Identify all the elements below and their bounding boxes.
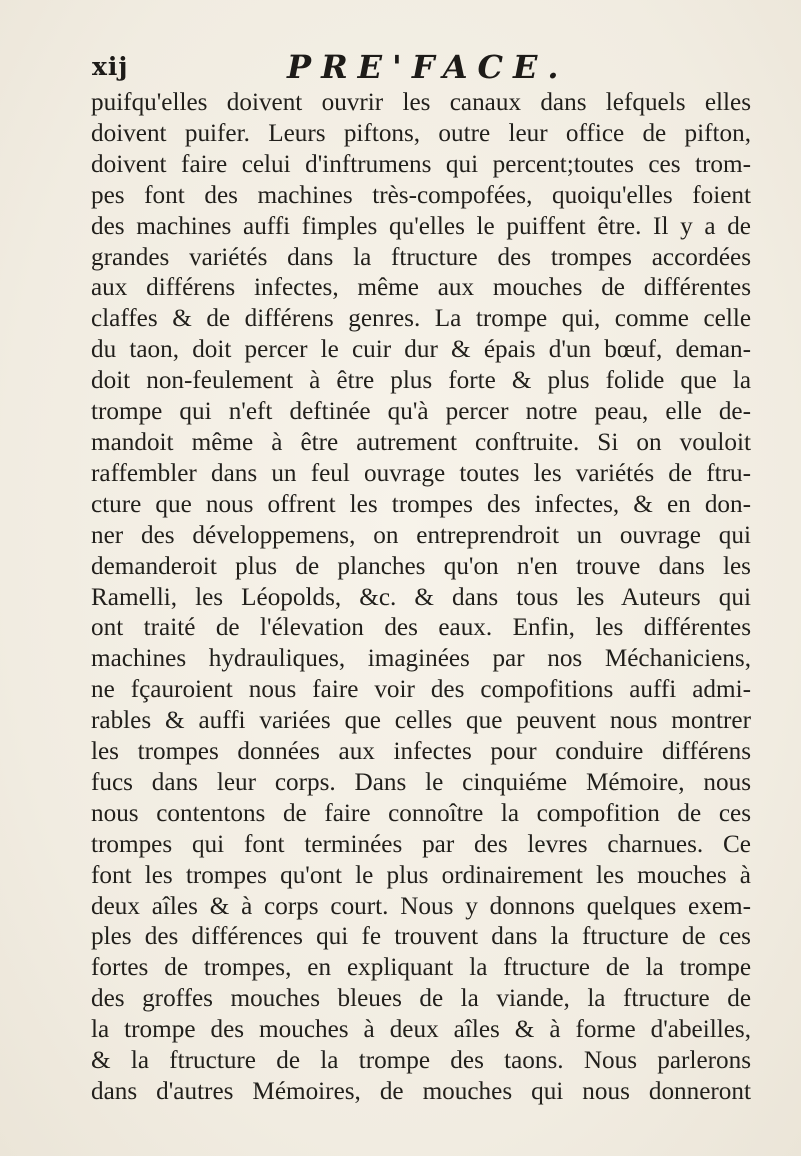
page-header bbox=[92, 44, 742, 88]
text-line: mandoit même à être autrement conftruite. Si on vouloit bbox=[91, 428, 751, 456]
text-line: demanderoit plus de planches qu'on n'en trouve dans les bbox=[91, 552, 751, 580]
text-line: doit non-feulement à être plus forte & plus folide que la bbox=[91, 367, 751, 395]
running-title: PRE'FACE. bbox=[287, 48, 569, 86]
text-line: ne fçauroient nous faire voir des compofitions auffi admi- bbox=[91, 676, 751, 704]
text-line: font les trompes qu'ont le plus ordinairement les mouches à bbox=[91, 861, 751, 889]
text-line: dans d'autres Mémoires, de mouches qui nous donneront bbox=[91, 1078, 751, 1105]
text-line: des groffes mouches bleues de la viande, la ftructure de bbox=[91, 985, 751, 1013]
text-line: pes font des machines très-compofées, quoiqu'elles foient bbox=[91, 181, 751, 209]
text-line: trompe qui n'eft deftinée qu'à percer notre peau, elle de- bbox=[91, 398, 751, 426]
text-line: machines hydrauliques, imaginées par nos Méchaniciens, bbox=[91, 645, 751, 673]
text-line: raffembler dans un feul ouvrage toutes les variétés de ftru- bbox=[91, 459, 751, 487]
text-line: Ramelli, les Léopolds, &c. & dans tous les Auteurs qui bbox=[91, 583, 751, 611]
text-line: du taon, doit percer le cuir dur & épais d'un bœuf, deman- bbox=[91, 336, 751, 364]
text-line: fortes de trompes, en expliquant la ftructure de la trompe bbox=[91, 954, 751, 982]
text-line: doivent puifer. Leurs piftons, outre leur office de pifton, bbox=[91, 119, 751, 147]
text-line: puifqu'elles doivent ouvrir les canaux dans lefquels elles bbox=[91, 89, 751, 116]
text-line: fucs dans leur corps. Dans le cinquiéme Mémoire, nous bbox=[91, 768, 751, 796]
text-line: ples des différences qui fe trouvent dans la ftructure de ces bbox=[91, 923, 751, 951]
text-line: claffes & de différens genres. La trompe qui, comme celle bbox=[91, 305, 751, 333]
text-line: les trompes données aux infectes pour conduire différens bbox=[91, 738, 751, 766]
text-line: trompes qui font terminées par des levres charnues. Ce bbox=[91, 830, 751, 858]
text-line: grandes variétés dans la ftructure des trompes accordées bbox=[91, 243, 751, 271]
text-line: ont traité de l'élevation des eaux. Enfin, les différentes bbox=[91, 614, 751, 642]
text-line: rables & auffi variées que celles que peuvent nous montrer bbox=[91, 707, 751, 735]
text-line: & la ftructure de la trompe des taons. Nous parlerons bbox=[91, 1047, 751, 1075]
text-line: des machines auffi fimples qu'elles le puiffent être. Il y a de bbox=[91, 212, 751, 240]
body-text bbox=[91, 88, 751, 1108]
text-line: aux différens infectes, même aux mouches de différentes bbox=[91, 274, 751, 302]
text-line: ner des développemens, on entreprendroit un ouvrage qui bbox=[91, 521, 751, 549]
text-line: nous contentons de faire connoître la compofition de ces bbox=[91, 799, 751, 827]
text-line: la trompe des mouches à deux aîles & à forme d'abeilles, bbox=[91, 1016, 751, 1044]
text-line: deux aîles & à corps court. Nous y donnons quelques exem- bbox=[91, 892, 751, 920]
text-line: cture que nous offrent les trompes des infectes, & en don- bbox=[91, 490, 751, 518]
text-line: doivent faire celui d'inftrumens qui percent;toutes ces trom- bbox=[91, 150, 751, 178]
page-number: xij bbox=[92, 52, 129, 81]
